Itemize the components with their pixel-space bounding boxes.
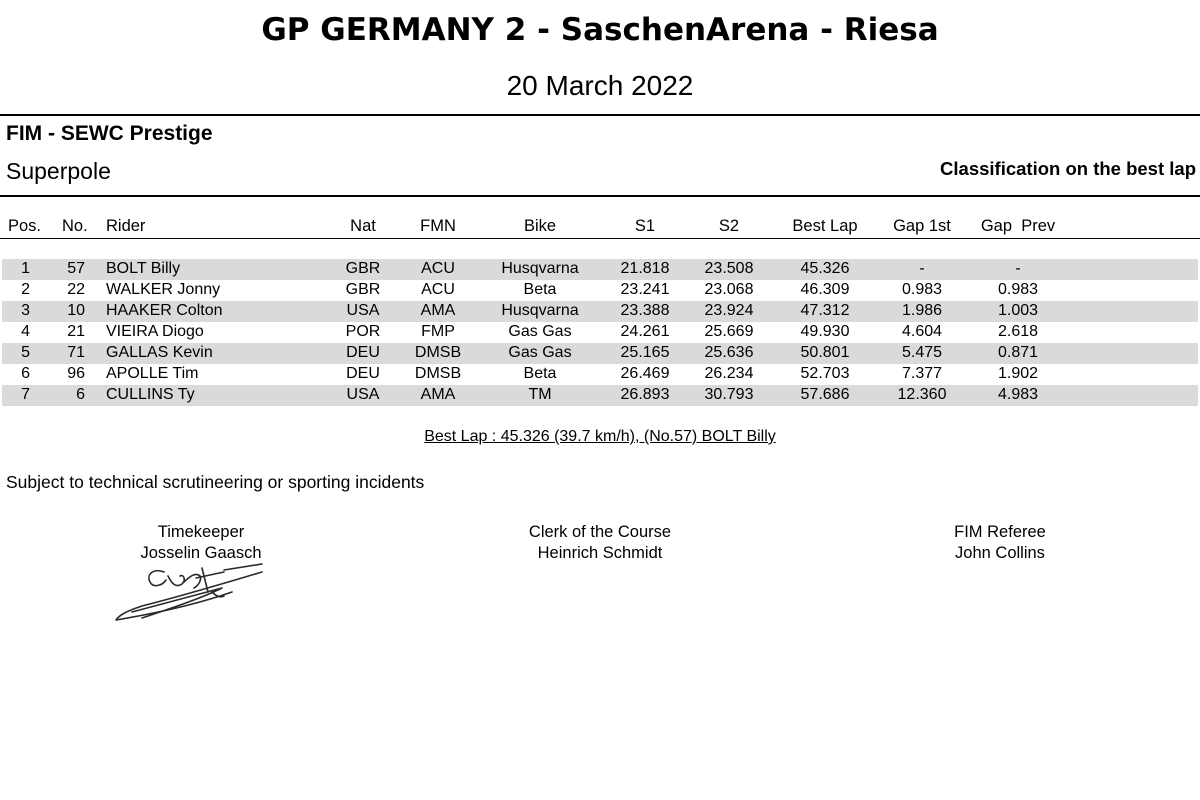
col-best-lap: Best Lap xyxy=(792,217,858,235)
top-rule xyxy=(0,114,1200,116)
cell-s2: 25.636 xyxy=(704,344,754,361)
cell-bike: Gas Gas xyxy=(508,323,572,340)
classification-type: Classification on the best lap xyxy=(940,158,1196,179)
col-rider: Rider xyxy=(106,217,146,235)
best-lap-note: Best Lap : 45.326 (39.7 km/h), (No.57) BOLT Billy xyxy=(424,428,776,445)
cell-s2: 30.793 xyxy=(704,386,754,403)
cell-s1: 24.261 xyxy=(620,323,670,340)
cell-pos: 2 xyxy=(21,281,30,298)
scrutineering-note: Subject to technical scrutineering or sporting incidents xyxy=(6,472,425,492)
cell-best-lap: 45.326 xyxy=(800,260,850,277)
cell-nat: USA xyxy=(346,386,380,403)
cell-s1: 25.165 xyxy=(620,344,670,361)
clerk-name: Heinrich Schmidt xyxy=(537,544,663,562)
header-rule xyxy=(0,195,1200,197)
cell-bike: Gas Gas xyxy=(508,344,572,361)
cell-pos: 3 xyxy=(21,302,30,319)
clerk-role: Clerk of the Course xyxy=(528,523,672,541)
cell-no: 22 xyxy=(67,281,85,298)
cell-rider: BOLT Billy xyxy=(106,260,181,277)
table-row xyxy=(2,364,1198,385)
cell-s2: 26.234 xyxy=(704,365,754,382)
cell-fmn: DMSB xyxy=(414,365,462,382)
cell-nat: DEU xyxy=(346,344,380,361)
cell-gap-first: 5.475 xyxy=(901,344,943,361)
cell-fmn: DMSB xyxy=(414,344,462,361)
table-row xyxy=(2,343,1198,364)
cell-nat: GBR xyxy=(345,281,381,298)
cell-gap-prev: 0.871 xyxy=(997,344,1039,361)
cell-rider: APOLLE Tim xyxy=(106,365,199,382)
col-nat: Nat xyxy=(350,217,376,235)
cell-best-lap: 50.801 xyxy=(800,344,850,361)
cell-fmn: AMA xyxy=(420,302,456,319)
cell-no: 10 xyxy=(67,302,85,319)
cell-rider: HAAKER Colton xyxy=(106,302,223,319)
timekeeper-name: Josselin Gaasch xyxy=(140,544,262,562)
table-row xyxy=(2,280,1198,301)
cell-s1: 23.241 xyxy=(620,281,670,298)
cell-bike: TM xyxy=(528,386,552,403)
table-row xyxy=(2,301,1198,322)
cell-gap-first: 4.604 xyxy=(901,323,943,340)
col-no: No. xyxy=(62,217,88,235)
cell-gap-prev: 0.983 xyxy=(997,281,1039,298)
championship-name: FIM - SEWC Prestige xyxy=(6,122,213,145)
session-name: Superpole xyxy=(6,158,111,184)
cell-fmn: ACU xyxy=(421,260,455,277)
cell-rider: CULLINS Ty xyxy=(106,386,195,403)
cell-bike: Husqvarna xyxy=(501,302,579,319)
cell-nat: POR xyxy=(345,323,381,340)
cell-gap-prev: 4.983 xyxy=(997,386,1039,403)
cell-no: 96 xyxy=(67,365,85,382)
cell-no: 21 xyxy=(67,323,85,340)
col-fmn: FMN xyxy=(420,217,456,235)
cell-gap-first: 12.360 xyxy=(897,386,947,403)
cell-s2: 25.669 xyxy=(704,323,754,340)
cell-gap-prev: 2.618 xyxy=(997,323,1039,340)
cell-no: 57 xyxy=(67,260,85,277)
cell-gap-prev: 1.902 xyxy=(997,365,1039,382)
table-row xyxy=(2,385,1198,406)
cell-bike: Beta xyxy=(523,365,557,382)
cell-bike: Husqvarna xyxy=(501,260,579,277)
col-s2: S2 xyxy=(718,217,740,235)
cell-pos: 7 xyxy=(21,386,30,403)
cell-rider: WALKER Jonny xyxy=(106,281,221,298)
cell-s1: 26.469 xyxy=(620,365,670,382)
cell-fmn: ACU xyxy=(421,281,455,298)
referee-signature-block xyxy=(954,522,1046,564)
results-table xyxy=(2,259,1198,406)
cell-s2: 23.924 xyxy=(704,302,754,319)
cell-s1: 23.388 xyxy=(620,302,670,319)
cell-gap-first: 7.377 xyxy=(901,365,943,382)
cell-rider: VIEIRA Diogo xyxy=(106,323,204,340)
cell-best-lap: 46.309 xyxy=(800,281,850,298)
cell-s2: 23.068 xyxy=(704,281,754,298)
cell-pos: 5 xyxy=(21,344,30,361)
cell-bike: Beta xyxy=(523,281,557,298)
handwritten-signature xyxy=(112,562,272,628)
cell-no: 71 xyxy=(67,344,85,361)
col-pos: Pos. xyxy=(8,217,42,235)
cell-pos: 4 xyxy=(21,323,30,340)
cell-gap-prev: - xyxy=(1015,260,1021,277)
timekeeper-role: Timekeeper xyxy=(157,523,245,541)
cell-nat: GBR xyxy=(345,260,381,277)
cell-pos: 1 xyxy=(21,260,30,277)
col-gap-prev: Gap Prev xyxy=(980,217,1056,235)
cell-s2: 23.508 xyxy=(704,260,754,277)
cell-fmn: FMP xyxy=(421,323,455,340)
cell-pos: 6 xyxy=(21,365,30,382)
table-row xyxy=(2,259,1198,280)
referee-name: John Collins xyxy=(955,544,1045,562)
cell-fmn: AMA xyxy=(420,386,456,403)
table-row xyxy=(2,322,1198,343)
timekeeper-signature-block xyxy=(140,522,261,564)
col-gap-first: Gap 1st xyxy=(893,217,951,235)
cell-gap-first: 1.986 xyxy=(901,302,943,319)
cell-nat: DEU xyxy=(346,365,380,382)
cell-no: 6 xyxy=(76,386,85,403)
cell-rider: GALLAS Kevin xyxy=(106,344,213,361)
document-title: GP GERMANY 2 - SaschenArena - Riesa xyxy=(261,12,939,48)
cell-best-lap: 49.930 xyxy=(800,323,850,340)
cell-nat: USA xyxy=(346,302,380,319)
col-s1: S1 xyxy=(634,217,656,235)
cell-gap-prev: 1.003 xyxy=(997,302,1039,319)
cell-best-lap: 47.312 xyxy=(800,302,850,319)
cell-best-lap: 52.703 xyxy=(800,365,850,382)
cell-gap-first: 0.983 xyxy=(901,281,943,298)
cell-gap-first: - xyxy=(919,260,925,277)
cell-s1: 21.818 xyxy=(620,260,670,277)
table-header-rule xyxy=(0,238,1200,239)
col-bike: Bike xyxy=(523,217,557,235)
cell-s1: 26.893 xyxy=(620,386,670,403)
clerk-signature-block xyxy=(529,522,671,564)
event-date: 20 March 2022 xyxy=(506,70,694,101)
referee-role: FIM Referee xyxy=(954,523,1046,541)
cell-best-lap: 57.686 xyxy=(800,386,850,403)
